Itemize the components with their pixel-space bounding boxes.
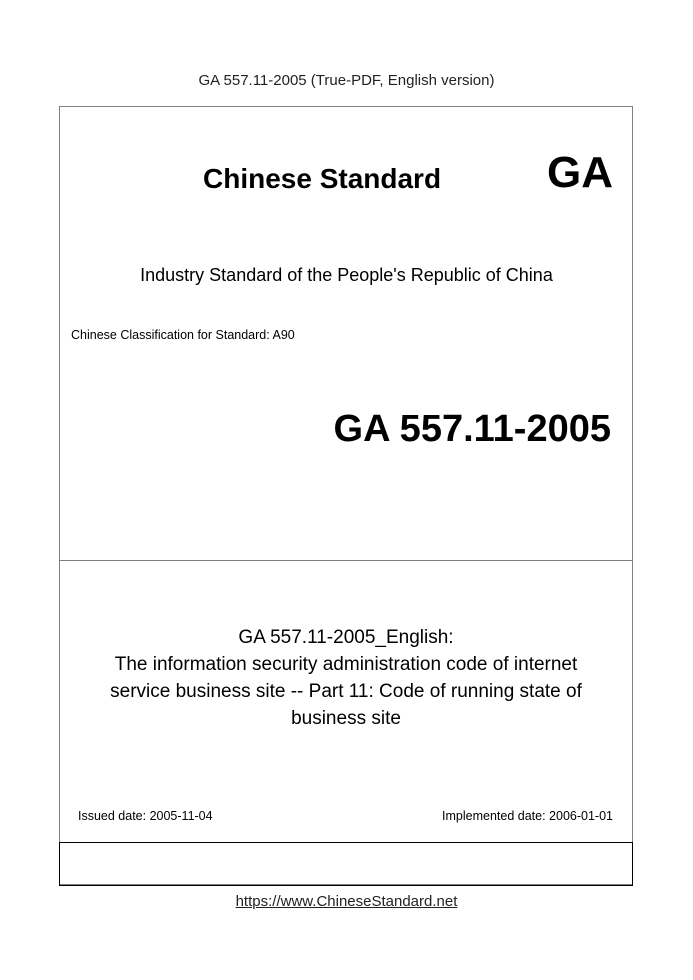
document-title-line: GA 557.11-2005_English: [238, 627, 454, 648]
cover-title: Chinese Standard [203, 163, 442, 194]
implemented-date: Implemented date: 2006-01-01 [442, 809, 613, 823]
issued-date: Issued date: 2005-11-04 [78, 809, 213, 823]
website-link[interactable]: https://www.ChineseStandard.net [235, 893, 458, 910]
cover-frame [59, 106, 633, 885]
standard-code: GA [547, 148, 613, 197]
footer-box [59, 842, 633, 886]
document-title-line: business site [291, 708, 401, 729]
classification-label: Chinese Classification for Standard: A90 [71, 328, 295, 342]
standard-number: GA 557.11-2005 [333, 408, 611, 450]
page-header: GA 557.11-2005 (True-PDF, English version) [198, 72, 495, 89]
industry-standard-label: Industry Standard of the People's Republic of China [140, 265, 553, 285]
document-title-line: service business site -- Part 11: Code of running state of [110, 681, 582, 702]
document-title [59, 624, 633, 732]
document-title-line: The information security administration code of internet [114, 654, 578, 675]
section-divider [59, 560, 633, 561]
